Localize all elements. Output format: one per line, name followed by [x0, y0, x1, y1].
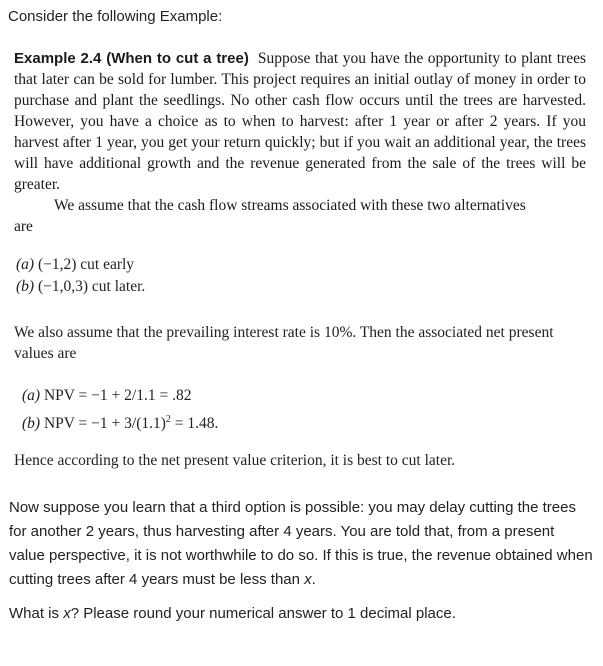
example-paragraph	[14, 48, 586, 195]
question-ask: What is x? Please round your numerical answer to 1 decimal place.	[9, 605, 456, 622]
intro-text: Consider the following Example:	[8, 8, 223, 25]
alternative-item: (a) (−1,2) cut early	[16, 256, 135, 273]
npv-list	[22, 384, 218, 436]
example-heading: Example 2.4 (When to cut a tree)	[14, 50, 249, 67]
example-body: Suppose that you have the opportunity to plant trees that later can be sold for lumber. This project requires an initial outlay of money in order to purchase and plant the seedlings. No other cash flow occurs until the trees are harvested. However, you have a choice as to when to harvest: after 1 year or after 2 years. If you harvest after 1 year, you get your return quickly; but if you wait an additional year, the trees will have additional growth and the revenue generated from the sale of the trees will be greater.	[14, 50, 586, 193]
npv-item: (a) NPV = −1 + 2/1.1 = .82	[22, 387, 192, 404]
alternatives-list	[16, 254, 145, 298]
example-assumption: We assume that the cash flow streams associated with these two alternatives	[54, 197, 526, 214]
question-text: Now suppose you learn that a third option is possible: you may delay cutting the trees for another 2 years, thus harvesting after 4 years. You are told that, from a present value perspective, it is not worthwhile to do so. If this is true, the revenue obtained when cutting trees after 4 years must be less than x.	[9, 499, 593, 588]
conclusion-text: Hence according to the net present value criterion, it is best to cut later.	[14, 452, 456, 469]
example-are: are	[14, 218, 33, 235]
alternative-item: (b) (−1,0,3) cut later.	[16, 278, 146, 295]
npv-item: (b) NPV = $-1 + 3/(1.1)^2 = 1.48$.	[22, 414, 219, 433]
interest-paragraph: We also assume that the prevailing interest rate is 10%. Then the associated net present values are	[14, 324, 554, 362]
example-excerpt	[14, 48, 586, 237]
